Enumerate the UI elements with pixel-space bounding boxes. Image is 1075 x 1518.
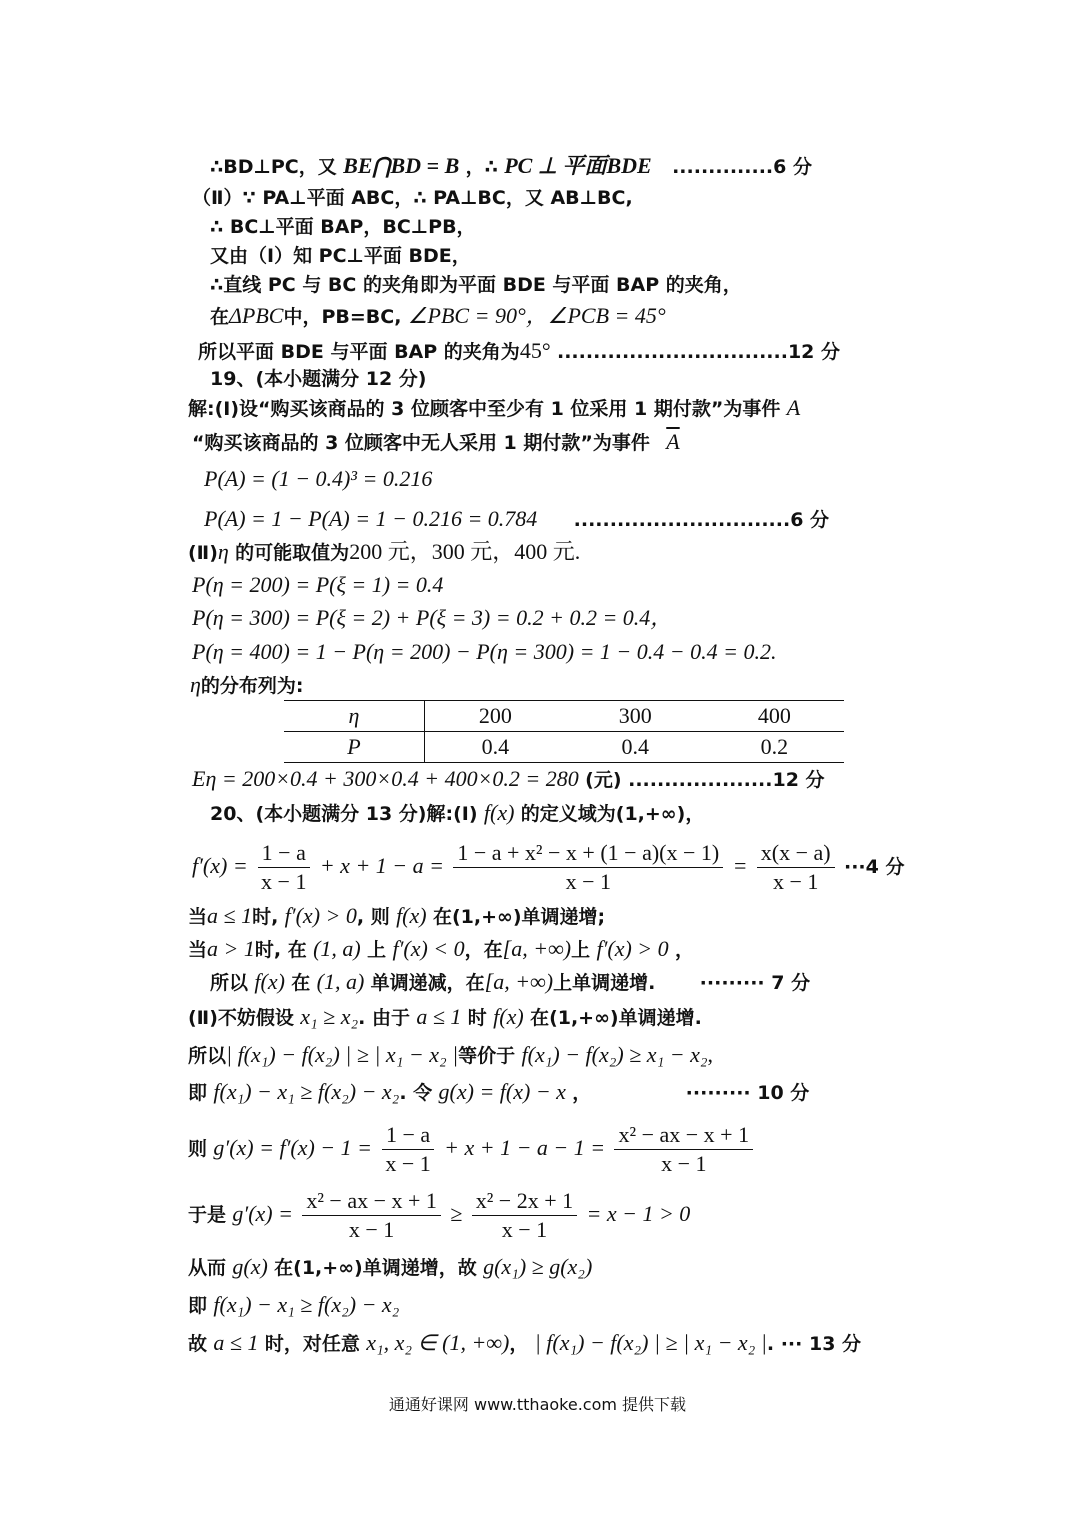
page-footer: 通通好课网 www.tthaoke.com 提供下载 bbox=[388, 1395, 687, 1414]
denominator: x − 1 bbox=[565, 869, 611, 894]
text: . 令 bbox=[399, 1082, 433, 1104]
score: (元) ....................12 分 bbox=[585, 769, 825, 791]
score: ..............6 分 bbox=[672, 156, 812, 178]
text: 时, bbox=[252, 906, 279, 928]
math: g′(x) = bbox=[232, 1201, 293, 1226]
fraction bbox=[757, 840, 835, 895]
text: 解:(Ⅰ)设“购买该商品的 3 位顾客中至少有 1 位采用 1 期付款”为事件 bbox=[188, 398, 781, 420]
numerator: x² − 2x + 1 bbox=[472, 1188, 577, 1216]
text: 当 bbox=[188, 939, 208, 961]
text: , 则 bbox=[356, 906, 390, 928]
math: A bbox=[786, 395, 801, 420]
text: 故 bbox=[188, 1333, 208, 1355]
text: 时，对任意 bbox=[264, 1333, 360, 1355]
denominator: x − 1 bbox=[348, 1217, 395, 1242]
line-21 bbox=[188, 902, 605, 931]
text: 中，PB=BC, bbox=[283, 306, 402, 328]
math: g′(x) = f′(x) − 1 = bbox=[213, 1135, 372, 1160]
text: ，在 bbox=[464, 939, 503, 961]
math: 200 元，300 元，400 元. bbox=[349, 539, 581, 564]
math: η bbox=[217, 539, 229, 564]
text: 所以 bbox=[210, 972, 249, 994]
math: [a, +∞) bbox=[502, 936, 572, 961]
math: g(x₁) ≥ g(x₂) bbox=[483, 1254, 593, 1279]
line-4: 又由（Ⅰ）知 PC⊥平面 BDE， bbox=[210, 245, 471, 267]
line-16: P(η = 400) = 1 − P(η = 200) − P(η = 300) = 1 − 0.4 − 0.4 = 0.2. bbox=[192, 639, 777, 664]
line-30 bbox=[188, 1291, 399, 1320]
text: ， bbox=[572, 1082, 592, 1104]
math: ΔPBC bbox=[229, 303, 284, 328]
text: ∴BD⊥PC，又 bbox=[210, 156, 337, 178]
math: x₁, x₂ ∈ (1, +∞) bbox=[366, 1330, 510, 1355]
math: f(x) bbox=[396, 903, 427, 928]
numerator: x² − ax − x + 1 bbox=[614, 1122, 753, 1150]
line-8-heading: 19、(本小题满分 12 分) bbox=[210, 368, 427, 390]
line-15: P(η = 300) = P(ξ = 2) + P(ξ = 3) = 0.2 + 0.2 = 0.4， bbox=[192, 605, 673, 630]
text: 即 bbox=[188, 1082, 208, 1104]
math: | f(x₁) − f(x₂) | ≥ | x₁ − x₂ | bbox=[534, 1330, 767, 1355]
math: (1, a) bbox=[313, 936, 361, 961]
math: = x − 1 > 0 bbox=[586, 1201, 691, 1226]
math: f(x₁) − x₁ ≥ f(x₂) − x₂ bbox=[213, 1292, 400, 1317]
fraction bbox=[257, 840, 310, 895]
line-9 bbox=[188, 394, 800, 423]
text: 当 bbox=[188, 906, 208, 928]
math: f(x) bbox=[254, 969, 285, 994]
line-24 bbox=[188, 1003, 702, 1032]
table-cell: 200 bbox=[425, 701, 566, 732]
math: a ≤ 1 bbox=[416, 1004, 462, 1029]
text: 上 bbox=[367, 939, 387, 961]
text: 的分布列为: bbox=[200, 675, 304, 697]
line-13 bbox=[188, 538, 580, 567]
line-25 bbox=[188, 1041, 713, 1070]
table-cell: 400 bbox=[705, 701, 844, 732]
text: 所以平面 BDE 与平面 BAP 的夹角为 bbox=[198, 341, 520, 363]
line-29 bbox=[188, 1253, 592, 1282]
text: 即 bbox=[188, 1295, 208, 1317]
fraction bbox=[302, 1188, 441, 1243]
text: (Ⅱ)不妨假设 bbox=[188, 1007, 294, 1029]
line-5: ∴直线 PC 与 BC 的夹角即为平面 BDE 与平面 BAP 的夹角， bbox=[210, 274, 742, 296]
score: ···4 分 bbox=[843, 856, 905, 878]
fraction bbox=[453, 840, 723, 895]
math: f′(x) > 0 bbox=[596, 936, 669, 961]
line-10 bbox=[192, 428, 680, 457]
math: a ≤ 1 bbox=[213, 1330, 259, 1355]
line-2: （Ⅱ）∵ PA⊥平面 ABC，∴ PA⊥BC，又 AB⊥BC, bbox=[192, 187, 633, 209]
numerator: 1 − a bbox=[258, 840, 310, 868]
math: ∠PBC = 90°，∠PCB = 45° bbox=[407, 303, 666, 328]
math: g(x) = f(x) − x bbox=[438, 1079, 566, 1104]
math: f′(x) = bbox=[192, 853, 248, 878]
table-cell: 0.2 bbox=[705, 732, 844, 763]
math: f(x) bbox=[483, 800, 515, 825]
table-row bbox=[284, 701, 844, 732]
math: f(x) bbox=[493, 1004, 524, 1029]
score: ········· 10 分 bbox=[685, 1082, 810, 1104]
line-12 bbox=[204, 505, 829, 534]
math: ≥ bbox=[450, 1201, 463, 1226]
math: a > 1 bbox=[207, 936, 255, 961]
line-20 bbox=[192, 838, 904, 895]
fraction bbox=[381, 1122, 434, 1177]
math: + x + 1 − a = bbox=[319, 853, 444, 878]
math: Eη = 200×0.4 + 300×0.4 + 400×0.2 = 280 bbox=[192, 766, 579, 791]
math: [a, +∞) bbox=[484, 969, 554, 994]
line-14: P(η = 200) = P(ξ = 1) = 0.4 bbox=[192, 572, 444, 597]
math: f′(x) > 0 bbox=[284, 903, 357, 928]
text: 于是 bbox=[188, 1204, 227, 1226]
text: “购买该商品的 3 位顾客中无人采用 1 期付款”为事件 bbox=[192, 432, 650, 454]
text: 单调递减，在 bbox=[370, 972, 485, 994]
math: g(x) bbox=[232, 1254, 268, 1279]
text: 在(1,+∞)单调递增，故 bbox=[274, 1257, 477, 1279]
math: f(x₁) − x₁ ≥ f(x₂) − x₂ bbox=[213, 1079, 400, 1104]
text: 上单调递增. bbox=[553, 972, 656, 994]
line-1 bbox=[210, 152, 812, 181]
score: ................................12 分 bbox=[556, 341, 841, 363]
math: , bbox=[707, 1042, 713, 1067]
math: a ≤ 1 bbox=[207, 903, 253, 928]
text: ， bbox=[675, 939, 695, 961]
text: 等价于 bbox=[458, 1045, 516, 1067]
line-27 bbox=[188, 1120, 756, 1177]
text: . 由于 bbox=[358, 1007, 410, 1029]
score: ..............................6 分 bbox=[573, 509, 830, 531]
math: + x + 1 − a − 1 = bbox=[444, 1135, 606, 1160]
text: 在(1,+∞)单调递增. bbox=[530, 1007, 702, 1029]
line-3: ∴ BC⊥平面 BAP，BC⊥PB， bbox=[210, 216, 476, 238]
math: 45° bbox=[519, 338, 551, 363]
text: 则 bbox=[188, 1138, 208, 1160]
text: 在(1,+∞)单调递增; bbox=[432, 906, 606, 928]
numerator: x(x − a) bbox=[757, 840, 835, 868]
math: f′(x) < 0 bbox=[392, 936, 465, 961]
line-22 bbox=[188, 935, 694, 964]
table-cell: 300 bbox=[566, 701, 705, 732]
table-row bbox=[284, 732, 844, 763]
text: 20、(本小题满分 13 分)解:(Ⅰ) bbox=[210, 803, 478, 825]
denominator: x − 1 bbox=[385, 1151, 431, 1176]
text: (Ⅱ) bbox=[188, 542, 218, 564]
line-23 bbox=[210, 968, 810, 997]
line-26 bbox=[188, 1078, 809, 1107]
math: BE⋂BD = B bbox=[343, 153, 460, 178]
text: ，∴ bbox=[465, 156, 498, 178]
text: 上 bbox=[571, 939, 591, 961]
line-18 bbox=[192, 765, 825, 794]
line-6 bbox=[210, 302, 666, 331]
math: = bbox=[732, 853, 748, 878]
line-31 bbox=[188, 1329, 861, 1358]
math: f(x₁) − f(x₂) ≥ x₁ − x₂ bbox=[521, 1042, 708, 1067]
line-17 bbox=[190, 671, 304, 700]
text: 的可能取值为 bbox=[235, 542, 350, 564]
line-7 bbox=[198, 337, 840, 366]
numerator: x² − ax − x + 1 bbox=[302, 1188, 441, 1216]
line-11: P(A) = (1 − 0.4)³ = 0.216 bbox=[204, 466, 433, 491]
text: 所以 bbox=[188, 1045, 227, 1067]
text: 时 bbox=[467, 1007, 487, 1029]
text: ， bbox=[509, 1333, 529, 1355]
numerator: 1 − a bbox=[382, 1122, 434, 1150]
math: $\overline{A}$ bbox=[666, 429, 680, 454]
table-cell: 0.4 bbox=[425, 732, 566, 763]
table-cell: P bbox=[284, 732, 425, 763]
text: 时, 在 bbox=[254, 939, 307, 961]
line-28 bbox=[188, 1186, 690, 1243]
fraction bbox=[472, 1188, 577, 1243]
line-19 bbox=[210, 799, 704, 828]
distribution-table bbox=[284, 700, 844, 763]
math: x₁ ≥ x₂ bbox=[300, 1004, 359, 1029]
table-cell: 0.4 bbox=[566, 732, 705, 763]
math: η bbox=[190, 672, 201, 697]
text: 从而 bbox=[188, 1257, 227, 1279]
denominator: x − 1 bbox=[661, 1151, 707, 1176]
score: ········· 7 分 bbox=[699, 972, 811, 994]
denominator: x − 1 bbox=[261, 869, 307, 894]
math: (1, a) bbox=[316, 969, 365, 994]
text: 在 bbox=[210, 306, 230, 328]
denominator: x − 1 bbox=[773, 869, 819, 894]
math: PC ⊥ 平面BDE bbox=[504, 153, 652, 178]
math: P(A) = 1 − P(A) = 1 − 0.216 = 0.784 bbox=[204, 506, 538, 531]
score: . ··· 13 分 bbox=[766, 1333, 862, 1355]
text: 的定义域为(1,+∞)， bbox=[520, 803, 705, 825]
numerator: 1 − a + x² − x + (1 − a)(x − 1) bbox=[453, 840, 723, 868]
table-cell: η bbox=[284, 701, 425, 732]
text: 在 bbox=[291, 972, 311, 994]
fraction bbox=[614, 1122, 753, 1177]
denominator: x − 1 bbox=[501, 1217, 548, 1242]
math: | f(x₁) − f(x₂) | ≥ | x₁ − x₂ | bbox=[226, 1042, 459, 1067]
